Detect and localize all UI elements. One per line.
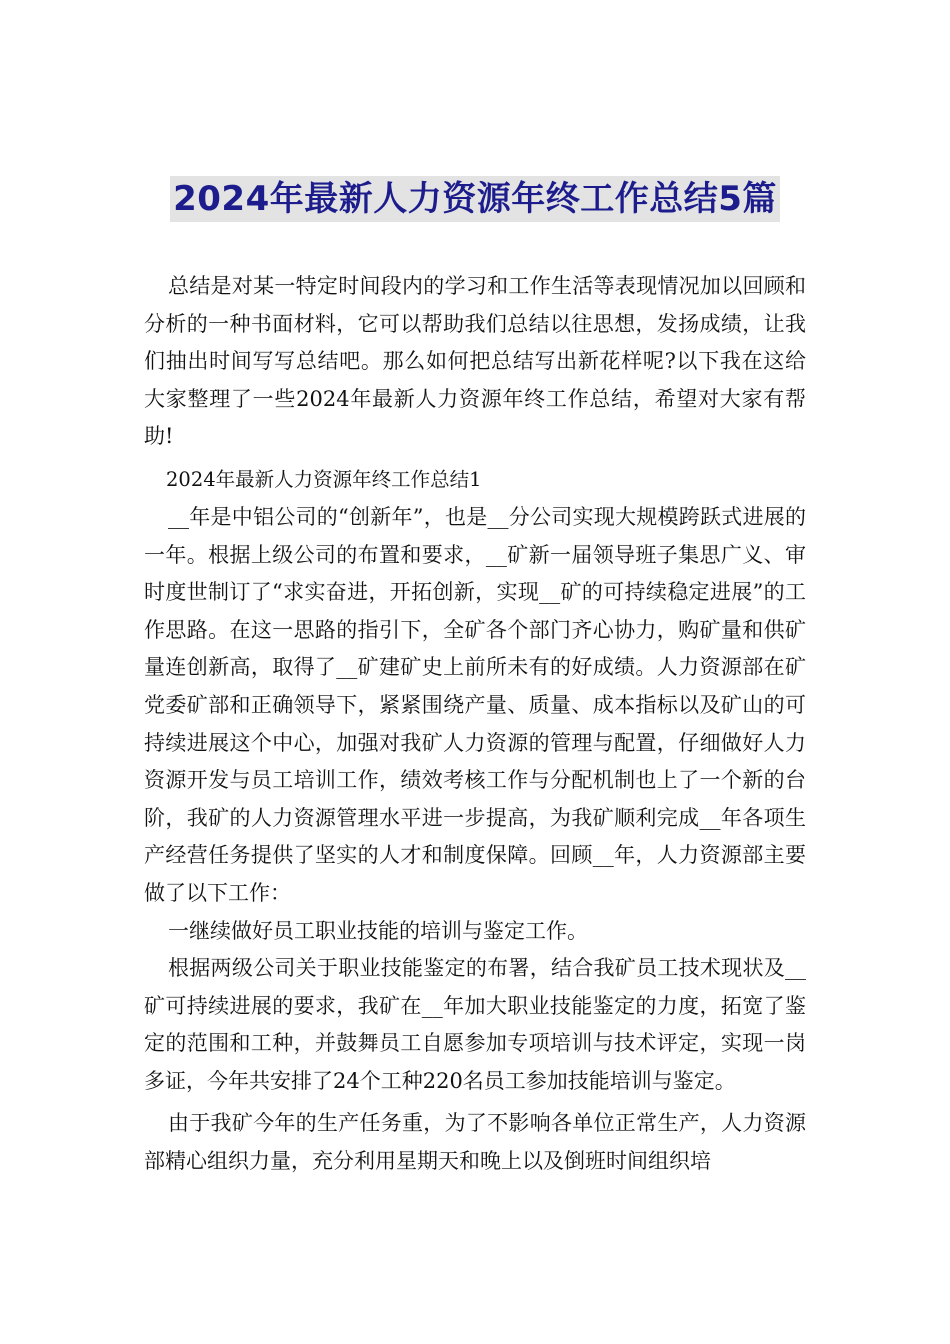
body-paragraph-3: 由于我矿今年的生产任务重，为了不影响各单位正常生产，人力资源部精心组织力量，充分利用星期天和晚上以及倒班时间组织培 [144, 1111, 806, 1174]
body-paragraph-1: __年是中铝公司的“创新年”，也是__分公司实现大规模跨跃式进展的一年。根据上级公司的布置和要求，__矿新一届领导班子集思广义、审时度世制订了“求实奋进，开拓创新，实现__矿的可持续稳定进展”的工作思路。在这一思路的指引下，全矿各个部门齐心协力，购矿量和供矿量连创新高，取得了__矿建矿史上前所未有的好成绩。人力资源部在矿党委矿部和正确领导下，紧紧围绕产量、质量、成本指标以及矿山的可持续进展这个中心，加强对我矿人力资源的管理与配置，仔细做好人力资源开发与员工培训工作，绩效考核工作与分配机制也上了一个新的台阶，我矿的人力资源管理水平进一步提高，为我矿顺利完成__年各项生产经营任务提供了坚实的人才和制度保障。回顾__年，人力资源部主要做了以下工作： [144, 504, 806, 905]
section-heading-1: 2024年最新人力资源年终工作总结1 [166, 467, 482, 491]
title-container [0, 176, 950, 222]
document-title: 2024年最新人力资源年终工作总结5篇 [170, 176, 780, 222]
intro-paragraph: 总结是对某一特定时间段内的学习和工作生活等表现情况加以回顾和分析的一种书面材料，它可以帮助我们总结以往思想，发扬成绩，让我们抽出时间写写总结吧。那么如何把总结写出新花样呢?以下我在这给大家整理了一些2024年最新人力资源年终工作总结，希望对大家有帮助! [144, 274, 806, 449]
document-body [144, 268, 806, 1181]
body-paragraph-2: 根据两级公司关于职业技能鉴定的布署，结合我矿员工技术现状及__矿可持续进展的要求，我矿在__年加大职业技能鉴定的力度，拓宽了鉴定的范围和工种，并鼓舞员工自愿参加专项培训与技术评定，实现一岗多证，今年共安排了24个工种220名员工参加技能培训与鉴定。 [144, 956, 806, 1093]
subheading-paragraph: 一继续做好员工职业技能的培训与鉴定工作。 [168, 918, 588, 943]
